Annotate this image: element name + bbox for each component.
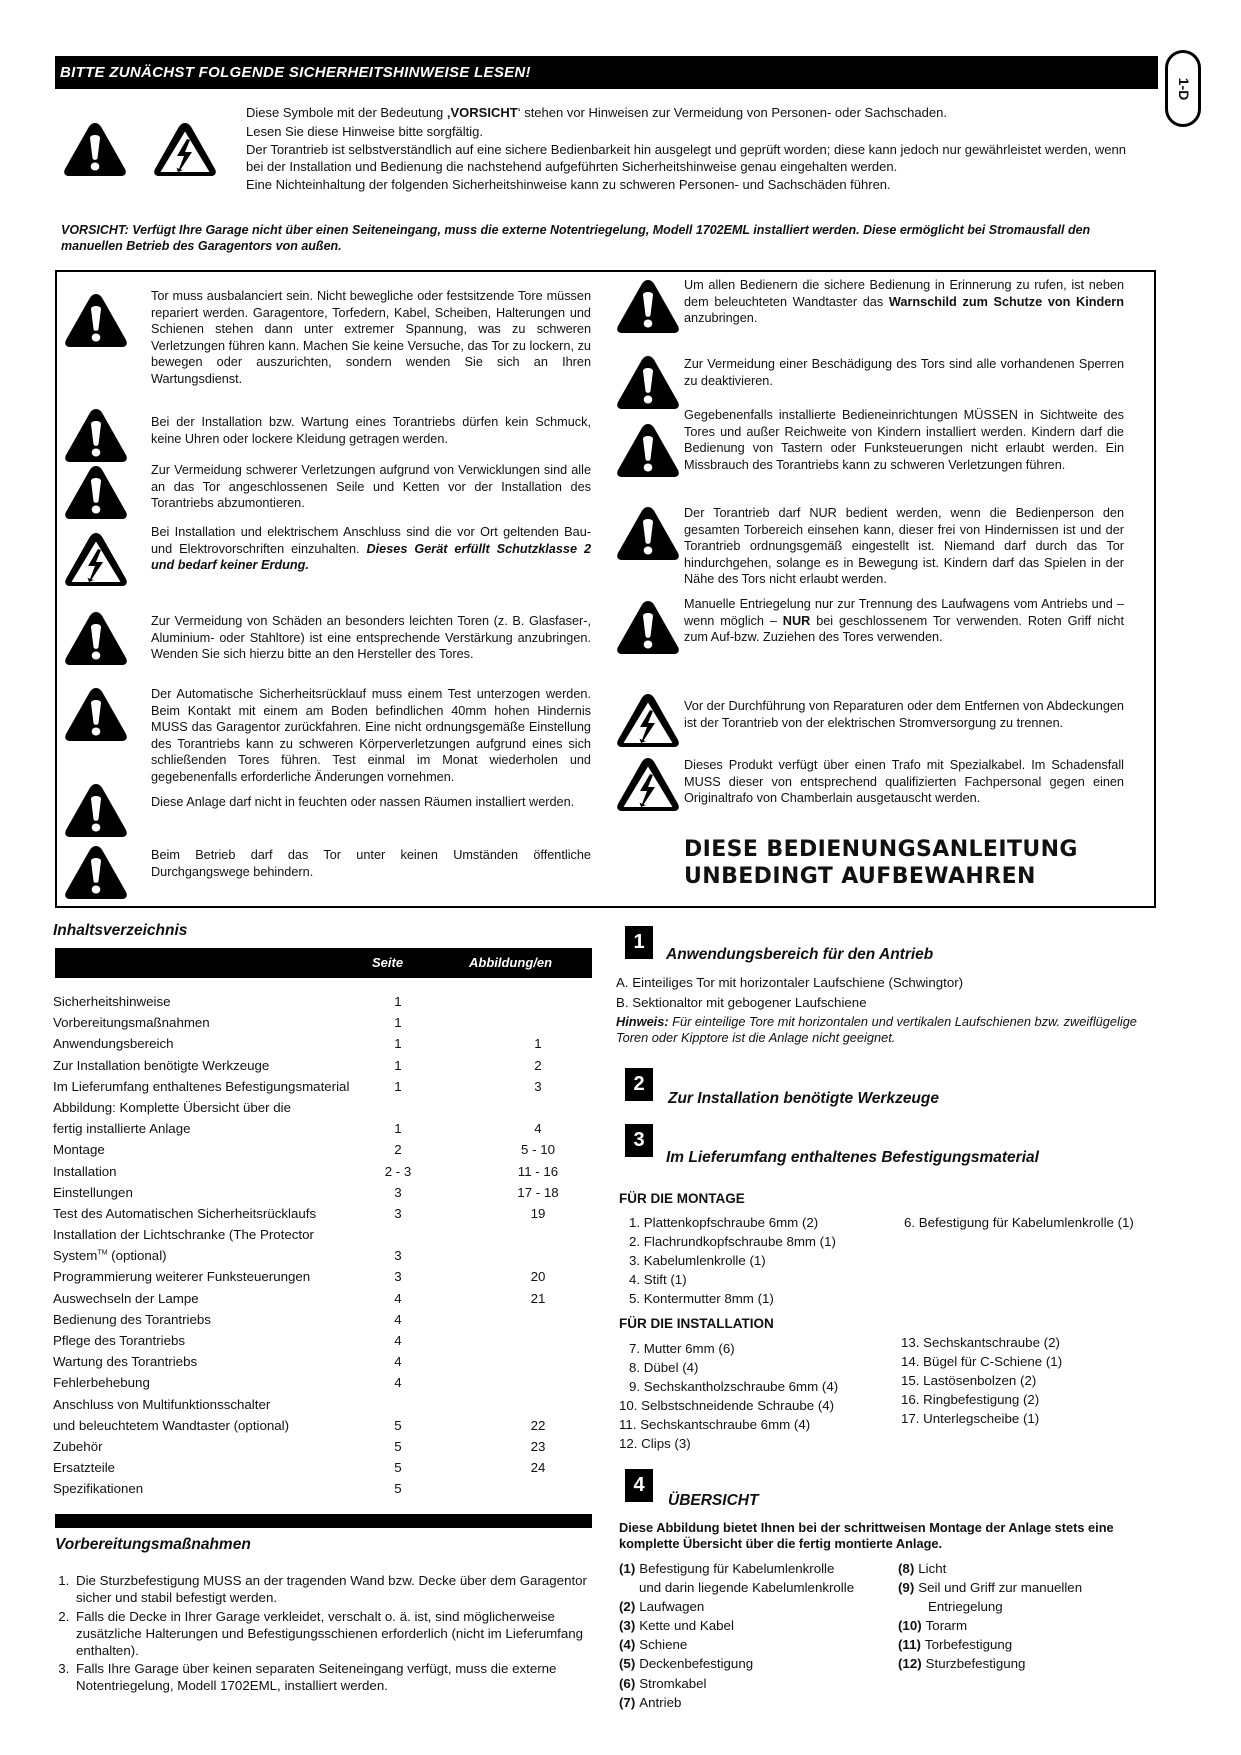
list-item: 9. Sechskantholzschraube 6mm (4) — [629, 1379, 839, 1395]
table-row — [53, 1312, 593, 1333]
installation-list-left — [619, 1339, 838, 1454]
table-row — [53, 1164, 593, 1185]
list-item: (8) Licht — [898, 1561, 947, 1576]
exclamation-warning-icon — [615, 599, 681, 655]
toc-entry-page: 4 — [394, 1333, 402, 1348]
list-item: 1. Plattenkopfschraube 6mm (2) — [629, 1215, 819, 1230]
toc-entry-title: Zubehör — [53, 1438, 103, 1454]
toc-entry-title: Vorbereitungsmaßnahmen — [53, 1015, 210, 1031]
toc-entry-title: und beleuchtetem Wandtaster (optional) — [53, 1417, 290, 1433]
toc-entry-page: 3 — [394, 1205, 402, 1221]
section-4-title: ÜBERSICHT — [668, 1492, 759, 1509]
table-row — [53, 1375, 593, 1396]
table-row — [53, 1333, 593, 1354]
toc-entry-page: 5 — [394, 1438, 402, 1454]
section-1-body: A. Einteiliges Tor mit horizontaler Laufschiene (Schwingtor) B. Sektionaltor mit gebogener Laufschiene Hinweis: Für einteilige Tore mit horizontalen und vertikalen Laufschienen bzw. zweiflügelige Toren oder Kipptore ist die Anlage nicht geeignet. — [616, 975, 1137, 1045]
keep-manual-title: DIESE BEDIENUNGSANLEITUNG UNBEDINGT AUFBEWAHREN — [684, 837, 1078, 889]
exclamation-warning-icon — [62, 121, 128, 177]
electric-warning-icon — [615, 756, 681, 812]
list-item: 4. Stift (1) — [629, 1272, 687, 1288]
toc-entry-page: 2 — [394, 1142, 402, 1158]
list-item: 7. Mutter 6mm (6) — [629, 1341, 735, 1356]
section-1-title: Anwendungsbereich für den Antrieb — [666, 946, 934, 963]
section-3-title: Im Lieferumfang enthaltenes Befestigungsmaterial — [666, 1149, 1039, 1166]
list-item: 14. Bügel für C-Schiene (1) — [901, 1354, 1063, 1370]
toc-divider — [55, 1514, 592, 1528]
toc-entry-title: Installation der Lichtschranke (The Protector — [53, 1227, 314, 1243]
list-item: 10. Selbstschneidende Schraube (4) — [619, 1398, 835, 1414]
toc-entry-figure: 11 - 16 — [517, 1163, 559, 1179]
table-row — [53, 1354, 593, 1375]
intro-text: Diese Symbole mit der Bedeutung ‚VORSICHT‘ stehen vor Hinweisen zur Vermeidung von Personen- oder Sachschaden. Lesen Sie diese Hinweise bitte sorgfältig. Der Torantrieb ist selbstverständlich auf eine sichere Bedienbarkeit hin ausgelegt und geprüft worden; diese kann jedoch nur gewährleistet werden, wenn bei der Installation und Bedienung die nachstehend aufgeführten Sicherheitshinweise genau eingehalten werden. Eine Nichteinhaltung der folgenden Sicherheitshinweise kann zu schweren Personen- und Sachschäden führen. — [246, 105, 1126, 192]
overview-list-right — [898, 1559, 1082, 1674]
toc-entry-title: fertig installierte Anlage — [53, 1121, 191, 1137]
table-row — [53, 1079, 593, 1100]
table-row — [53, 1100, 593, 1121]
exclamation-warning-icon — [63, 686, 129, 742]
list-item: (12) Sturzbefestigung — [898, 1656, 1026, 1672]
exclamation-warning-icon — [615, 422, 681, 478]
toc-entry-page: 3 — [394, 1269, 402, 1285]
list-item: 15. Lastösenbolzen (2) — [901, 1373, 1037, 1389]
table-row — [53, 1481, 593, 1502]
table-row — [53, 1036, 593, 1057]
list-item: (9) Seil und Griff zur manuellen — [898, 1580, 1083, 1596]
list-item: 1. Die Sturzbefestigung MUSS an der tragenden Wand bzw. Decke über dem Garagentor sicher und stabil befestigt werden. — [73, 1573, 595, 1607]
overview-list-left — [619, 1559, 854, 1712]
exclamation-warning-icon — [63, 610, 129, 666]
table-row — [53, 1460, 593, 1481]
list-item: 6. Befestigung für Kabelumlenkrolle (1) — [904, 1215, 1134, 1230]
toc-entry-title: Ersatzteile — [53, 1460, 116, 1476]
exclamation-warning-icon — [615, 278, 681, 334]
toc-entry-page: 4 — [394, 1290, 402, 1306]
list-item: 2. Flachrundkopfschraube 8mm (1) — [629, 1234, 836, 1250]
section-2-title: Zur Installation benötigte Werkzeuge — [668, 1090, 939, 1107]
table-row — [53, 1206, 593, 1227]
toc-table — [53, 994, 593, 1503]
table-row — [53, 1291, 593, 1312]
caution-note: VORSICHT: Verfügt Ihre Garage nicht über einen Seiteneingang, muss die externe Notentriegelung, Modell 1702EML installiert werden. Diese ermöglicht bei Stromausfall den manuellen Betrieb des Garagentors von außen. — [61, 223, 1091, 253]
toc-entry-page: 1 — [394, 1036, 402, 1052]
list-item: 8. Dübel (4) — [629, 1360, 699, 1376]
electric-warning-icon — [63, 531, 129, 587]
list-item: 5. Kontermutter 8mm (1) — [629, 1291, 774, 1307]
list-item: (11) Torbefestigung — [898, 1637, 1013, 1653]
toc-entry-title: Im Lieferumfang enthaltenes Befestigungsmaterial — [53, 1078, 350, 1094]
table-row — [53, 1439, 593, 1460]
toc-entry-title: Installation — [53, 1163, 117, 1179]
toc-entry-figure: 23 — [530, 1438, 546, 1454]
section-number-box: 2 — [625, 1068, 653, 1101]
list-item: (10) Torarm — [898, 1618, 968, 1634]
toc-entry-page: 1 — [394, 994, 402, 1009]
exclamation-warning-icon — [63, 844, 129, 900]
list-item: (2) Laufwagen — [619, 1599, 705, 1615]
toc-entry-figure: 3 — [534, 1078, 542, 1094]
table-row — [53, 1015, 593, 1036]
toc-entry-page: 3 — [394, 1184, 402, 1200]
electric-warning-icon — [615, 692, 681, 748]
toc-entry-title: Zur Installation benötigte Werkzeuge — [53, 1057, 270, 1073]
list-item: (7) Antrieb — [619, 1694, 682, 1710]
table-row — [53, 1227, 593, 1248]
table-row — [53, 1397, 593, 1418]
toc-entry-page: 1 — [394, 1121, 402, 1137]
toc-entry-figure: 5 - 10 — [520, 1142, 555, 1158]
montage-list-right — [904, 1213, 1134, 1232]
toc-title: Inhaltsverzeichnis — [53, 922, 188, 939]
table-row — [53, 1418, 593, 1439]
exclamation-warning-icon — [615, 354, 681, 410]
safety-banner: BITTE ZUNÄCHST FOLGENDE SICHERHEITSHINWEISE LESEN! — [55, 56, 1158, 89]
montage-list-left — [629, 1213, 836, 1308]
toc-entry-figure: 19 — [530, 1205, 546, 1221]
prep-title: Vorbereitungsmaßnahmen — [55, 1536, 251, 1553]
list-item: 12. Clips (3) — [619, 1436, 691, 1452]
toc-entry-page: 1 — [394, 1015, 402, 1031]
toc-entry-page: 5 — [394, 1460, 402, 1476]
toc-entry-title: Anwendungsbereich — [53, 1036, 174, 1052]
toc-entry-title: Auswechseln der Lampe — [53, 1290, 199, 1306]
toc-entry-title: System™ (optional) — [53, 1248, 167, 1264]
toc-entry-title: Programmierung weiterer Funksteuerungen — [53, 1269, 311, 1285]
table-row — [53, 1185, 593, 1206]
section-number-box: 3 — [625, 1124, 653, 1157]
toc-entry-title: Wartung des Torantriebs — [53, 1354, 198, 1370]
list-item: 3. Kabelumlenkrolle (1) — [629, 1253, 766, 1269]
toc-entry-page: 1 — [394, 1057, 402, 1073]
table-row — [53, 994, 593, 1015]
safety-instructions-frame: Tor muss ausbalanciert sein. Nicht bewegliche oder festsitzende Tore müssen repariert werden. Garagentore, Torfedern, Kabel, Scheiben, Halterungen und Schienen stehen dann unter extremer Spannung, was zu schweren Verletzungen führen kann. Machen Sie keine Versuche, das Tor zu lockern, zu bewegen oder auszurichten, sondern wenden Sie sich an Ihren Wartungsdienst. Bei der Installation bzw. Wartung eines Torantriebs dürfen kein Schmuck, keine Uhren oder lockere Kleidung getragen werden. Zur Vermeidung schwerer Verletzungen aufgrund von Verwicklungen sind alle an das Tor angeschlossenen Seile und Ketten vor der Installation des Torantriebs abzumontieren. Bei Installation und elektrischem Anschluss sind die vor Ort geltenden Bau- und Elektrovorschriften einzuhalten. Dieses Gerät erfüllt Schutzklasse 2 und bedarf keiner Erdung. Zur Vermeidung von Schäden an besonders leichten Toren (z. B. Glasfaser-, Aluminium- oder Stahltore) ist eine entsprechende Verstärkung anzubringen. Wenden Sie sich hierzu bitte an den Hersteller des Tores. Der Automatische Sicherheitsrücklauf muss einem Test unterzogen werden. Beim Kontakt mit einem am Boden befindlichen 40mm hohen Hindernis MUSS das Garagentor zurückfahren. Eine nicht ordnungsgemäße Einstellung des Torantriebs kann zu schweren Körperverletzungen aufgrund eines sich schließenden Tores führen. Test einmal im Monat wiederholen und gegebenenfalls erforderliche Änderungen vornehmen. Diese Anlage darf nicht in feuchten oder nassen Räumen installiert werden. Beim Betrieb darf das Tor unter keinen Umständen öffentliche Durchgangswege behindern. Um allen Bedienern die sichere Bedienung in Erinnerung zu rufen, ist neben dem beleuchteten Wandtaster das Warnschild zum Schutze von Kindern anzubringen. Zur Vermeidung einer Beschädigung des Tors sind alle vorhandenen Sperren zu deaktivieren. Gegebenenfalls installierte Bedieneinrichtungen MÜSSEN in Sichtweite des Tores und außer Reichweite von Kindern installiert werden. Kindern darf die Bedienung von Tastern oder Funksteuerungen nicht erlaubt werden. Ein Missbrauch des Torantriebs kann zu schweren Verletzungen führen. Der Torantrieb darf NUR bedient werden, wenn die Bedienperson den gesamten Torbereich einsehen kann, dieser frei von Hindernissen ist und der Torantrieb ordnungsgemäß eingestellt ist. Niemand darf durch das Tor hindurchgehen, solange es in Bewegung ist. Kindern darf das Spielen in der Nähe des Tors nicht erlaubt werden. Manuelle Entriegelung nur zur Trennung des Laufwagens vom Antriebs und – wenn möglich – NUR bei geschlossenem Tor verwenden. Roten Griff nicht zum Auf-bzw. Zuziehen des Tores verwenden. Vor der Durchführung von Reparaturen oder dem Entfernen von Abdeckungen ist der Torantrieb von der elektrischen Stromversorgung zu trennen. Dieses Produkt verfügt über einen Trafo mit Spezialkabel. Im Schadensfall MUSS dieser von entsprechend qualifizierten Fachpersonal gegen einen Originaltrafo von Chamberlain ausgetauscht werden. DIESE BEDIENUNGSANLEITUNG UNBEDINGT AUFBEWAHREN — [55, 270, 1156, 908]
toc-entry-figure: 17 - 18 — [517, 1184, 559, 1200]
toc-entry-title: Fehlerbehebung — [53, 1375, 150, 1391]
exclamation-warning-icon — [615, 505, 681, 561]
toc-entry-figure: 24 — [530, 1460, 546, 1476]
list-item: 16. Ringbefestigung (2) — [901, 1392, 1040, 1408]
toc-entry-page: 2 - 3 — [384, 1163, 412, 1179]
toc-header-bar: Seite Abbildung/en — [55, 948, 592, 978]
toc-entry-page: 5 — [394, 1481, 402, 1497]
page-tab: 1-D — [1165, 50, 1201, 127]
toc-entry-title: Sicherheitshinweise — [53, 994, 171, 1009]
toc-entry-page: 5 — [394, 1417, 402, 1433]
exclamation-warning-icon — [63, 407, 129, 463]
toc-entry-figure: 4 — [534, 1121, 542, 1137]
list-item: (5) Deckenbefestigung — [619, 1656, 754, 1672]
table-row — [53, 1142, 593, 1163]
montage-heading: FÜR DIE MONTAGE — [619, 1191, 745, 1206]
exclamation-warning-icon — [63, 292, 129, 348]
installation-heading: FÜR DIE INSTALLATION — [619, 1316, 774, 1331]
section-number-box: 1 — [625, 926, 653, 959]
toc-entry-title: Anschluss von Multifunktionsschalter — [53, 1396, 271, 1412]
toc-entry-figure: 1 — [534, 1036, 542, 1052]
toc-entry-page: 4 — [394, 1354, 402, 1370]
prep-list — [55, 1573, 595, 1697]
list-item: (4) Schiene — [619, 1637, 688, 1653]
toc-entry-page: 4 — [394, 1311, 402, 1327]
toc-entry-title: Bedienung des Torantriebs — [53, 1311, 211, 1327]
toc-entry-figure: 2 — [534, 1057, 542, 1073]
table-row — [53, 1269, 593, 1290]
exclamation-warning-icon — [63, 464, 129, 520]
list-item: und darin liegende Kabelumlenkrolle — [639, 1580, 855, 1596]
toc-entry-title: Einstellungen — [53, 1184, 133, 1200]
list-item: 13. Sechskantschraube (2) — [901, 1335, 1060, 1350]
toc-entry-page: 1 — [394, 1078, 402, 1094]
table-row — [53, 1058, 593, 1079]
toc-entry-title: Montage — [53, 1142, 105, 1158]
exclamation-warning-icon — [63, 782, 129, 838]
section-4-intro: Diese Abbildung bietet Ihnen bei der schrittweisen Montage der Anlage stets eine komplette Übersicht über die fertig montierte Anlage. — [619, 1520, 1114, 1552]
list-item: 2. Falls die Decke in Ihrer Garage verkleidet, verschalt o. ä. ist, sind möglicherweise zusätzliche Halterungen und Befestigungsschienen erforderlich (nicht im Lieferumfang enthalten). — [73, 1609, 595, 1660]
toc-entry-title: Test des Automatischen Sicherheitsrücklaufs — [53, 1205, 317, 1221]
list-item: (6) Stromkabel — [619, 1675, 707, 1691]
table-row — [53, 1248, 593, 1269]
toc-entry-page: 3 — [394, 1248, 402, 1264]
section-number-box: 4 — [625, 1469, 653, 1502]
installation-list-right — [901, 1333, 1062, 1428]
toc-entry-page: 4 — [394, 1375, 402, 1391]
toc-entry-title: Pflege des Torantriebs — [53, 1333, 186, 1348]
toc-entry-figure: 21 — [530, 1290, 546, 1306]
table-row — [53, 1121, 593, 1142]
list-item: Entriegelung — [928, 1599, 1003, 1615]
electric-warning-icon — [152, 121, 218, 177]
list-item: (3) Kette und Kabel — [619, 1618, 734, 1634]
list-item: (1) Befestigung für Kabelumlenkrolle — [619, 1561, 835, 1576]
toc-entry-title: Spezifikationen — [53, 1481, 144, 1497]
toc-entry-figure: 22 — [530, 1417, 546, 1433]
intro-icons — [62, 121, 222, 187]
toc-entry-title: Abbildung: Komplette Übersicht über die — [53, 1099, 292, 1115]
toc-entry-figure: 20 — [530, 1269, 546, 1285]
list-item: 11. Sechskantschraube 6mm (4) — [619, 1417, 811, 1433]
list-item: 17. Unterlegscheibe (1) — [901, 1411, 1040, 1427]
list-item: 3. Falls Ihre Garage über keinen separaten Seiteneingang verfügt, muss die externe Notentriegelung, Modell 1702EML, installiert werden. — [73, 1661, 595, 1695]
